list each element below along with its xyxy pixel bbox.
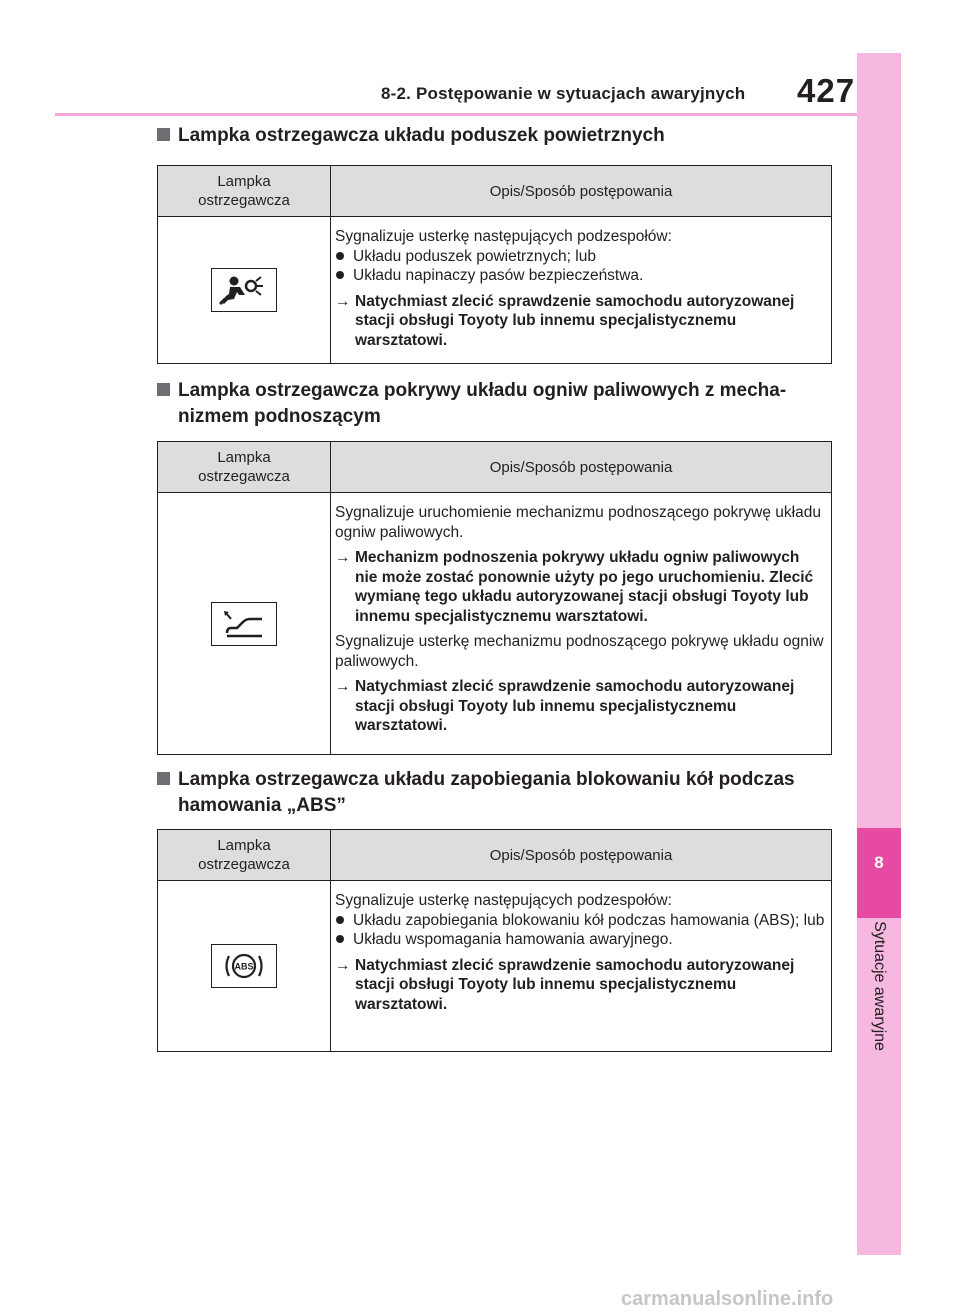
- warning-table-abs: [157, 829, 832, 1052]
- chapter-label: Sytuacje awaryjne: [871, 921, 888, 1051]
- warning-table-airbag: [157, 165, 832, 364]
- abs-warning-icon: [211, 944, 277, 988]
- description-intro: Sygnalizuje usterkę następujących podzespołów:: [335, 892, 672, 909]
- heading-text-continued: hamowania „ABS”: [178, 795, 346, 816]
- arrow-right-icon: →: [335, 549, 351, 566]
- page-number: 427: [797, 72, 856, 109]
- square-bullet-icon: [157, 383, 170, 396]
- table-row: [158, 881, 832, 1052]
- description-intro: Sygnalizuje usterkę następujących podzespołów:: [335, 228, 672, 245]
- warning-table-hood-lift: [157, 441, 832, 755]
- table-header-row: [158, 166, 832, 217]
- bullet-dot-icon: [336, 252, 344, 260]
- column-header-description: Opis/Sposób postępowania: [331, 830, 832, 881]
- section-heading-hood-lift: [157, 378, 847, 430]
- description-cell: [331, 493, 832, 755]
- header-rule: [55, 113, 857, 116]
- chapter-number: 8: [874, 853, 884, 872]
- heading-text-continued: nizmem podnoszącym: [178, 406, 381, 427]
- column-header-warning-light: Lampka ostrzegawcza: [158, 442, 331, 493]
- fuel-cell-hood-lift-icon: [211, 602, 277, 646]
- action-instruction-2: → Natychmiast zlecić sprawdzenie samochodu autoryzowanej stacji obsługi Toyoty lub innemu specjalistycznemu warsztatowi.: [335, 678, 795, 734]
- column-header-description: Opis/Sposób postępowania: [331, 442, 832, 493]
- icon-cell: [158, 493, 331, 755]
- column-header-warning-light: Lampka ostrzegawcza: [158, 166, 331, 217]
- bullet-dot-icon: [336, 935, 344, 943]
- list-item: Układu wspomagania hamowania awaryjnego.: [335, 930, 825, 950]
- description-cell: [331, 881, 832, 1052]
- chapter-side-tab: [857, 53, 901, 1255]
- list-item: Układu poduszek powietrznych; lub: [335, 247, 825, 267]
- heading-text: Lampka ostrzegawcza pokrywy układu ogniw paliwowych z mecha-: [178, 380, 787, 401]
- chapter-marker: [857, 828, 901, 918]
- arrow-right-icon: →: [335, 678, 351, 695]
- arrow-right-icon: →: [335, 956, 351, 974]
- abs-icon-text: ABS: [234, 961, 254, 972]
- section-heading-airbag: [157, 123, 847, 149]
- column-header-description: Opis/Sposób postępowania: [331, 166, 832, 217]
- icon-cell: [158, 881, 331, 1052]
- list-item: Układu napinaczy pasów bezpieczeństwa.: [335, 266, 825, 286]
- heading-text: Lampka ostrzegawcza układu poduszek powietrznych: [178, 125, 665, 146]
- bullet-dot-icon: [336, 916, 344, 924]
- description-cell: [331, 217, 832, 364]
- square-bullet-icon: [157, 772, 170, 785]
- section-title: 8-2. Postępowanie w sytuacjach awaryjnych: [381, 84, 746, 103]
- table-row: [158, 493, 832, 755]
- table-row: [158, 217, 832, 364]
- bullet-dot-icon: [336, 271, 344, 279]
- airbag-warning-icon: [211, 268, 277, 312]
- arrow-right-icon: →: [335, 292, 351, 310]
- square-bullet-icon: [157, 128, 170, 141]
- action-instruction: → Natychmiast zlecić sprawdzenie samochodu autoryzowanej stacji obsługi Toyoty lub innemu specjalistycznemu warsztatowi.: [335, 292, 795, 349]
- section-heading-abs: [157, 767, 847, 819]
- action-instruction: → Natychmiast zlecić sprawdzenie samochodu autoryzowanej stacji obsługi Toyoty lub innemu specjalistycznemu warsztatowi.: [335, 956, 795, 1013]
- description-intro-2: Sygnalizuje usterkę mechanizmu podnoszącego pokrywę układu ogniw paliwowych.: [335, 633, 824, 670]
- action-instruction: → Mechanizm podnoszenia pokrywy układu ogniw paliwowych nie może zostać ponownie użyty po jego uruchomieniu. Zlecić wymianę tego układu autoryzowanej stacji obsługi Toyoty lub innemu specjalistycznemu warsztatowi.: [335, 549, 814, 625]
- description-intro: Sygnalizuje uruchomienie mechanizmu podnoszącego pokrywę układu ogniw paliwowych.: [335, 504, 821, 541]
- list-item: Układu zapobiegania blokowaniu kół podczas hamowania (ABS); lub: [335, 911, 825, 931]
- column-header-warning-light: Lampka ostrzegawcza: [158, 830, 331, 881]
- watermark: carmanualsonline.info: [621, 1288, 834, 1310]
- icon-cell: [158, 217, 331, 364]
- table-header-row: [158, 830, 832, 881]
- table-header-row: [158, 442, 832, 493]
- heading-text: Lampka ostrzegawcza układu zapobiegania blokowaniu kół podczas: [178, 769, 795, 790]
